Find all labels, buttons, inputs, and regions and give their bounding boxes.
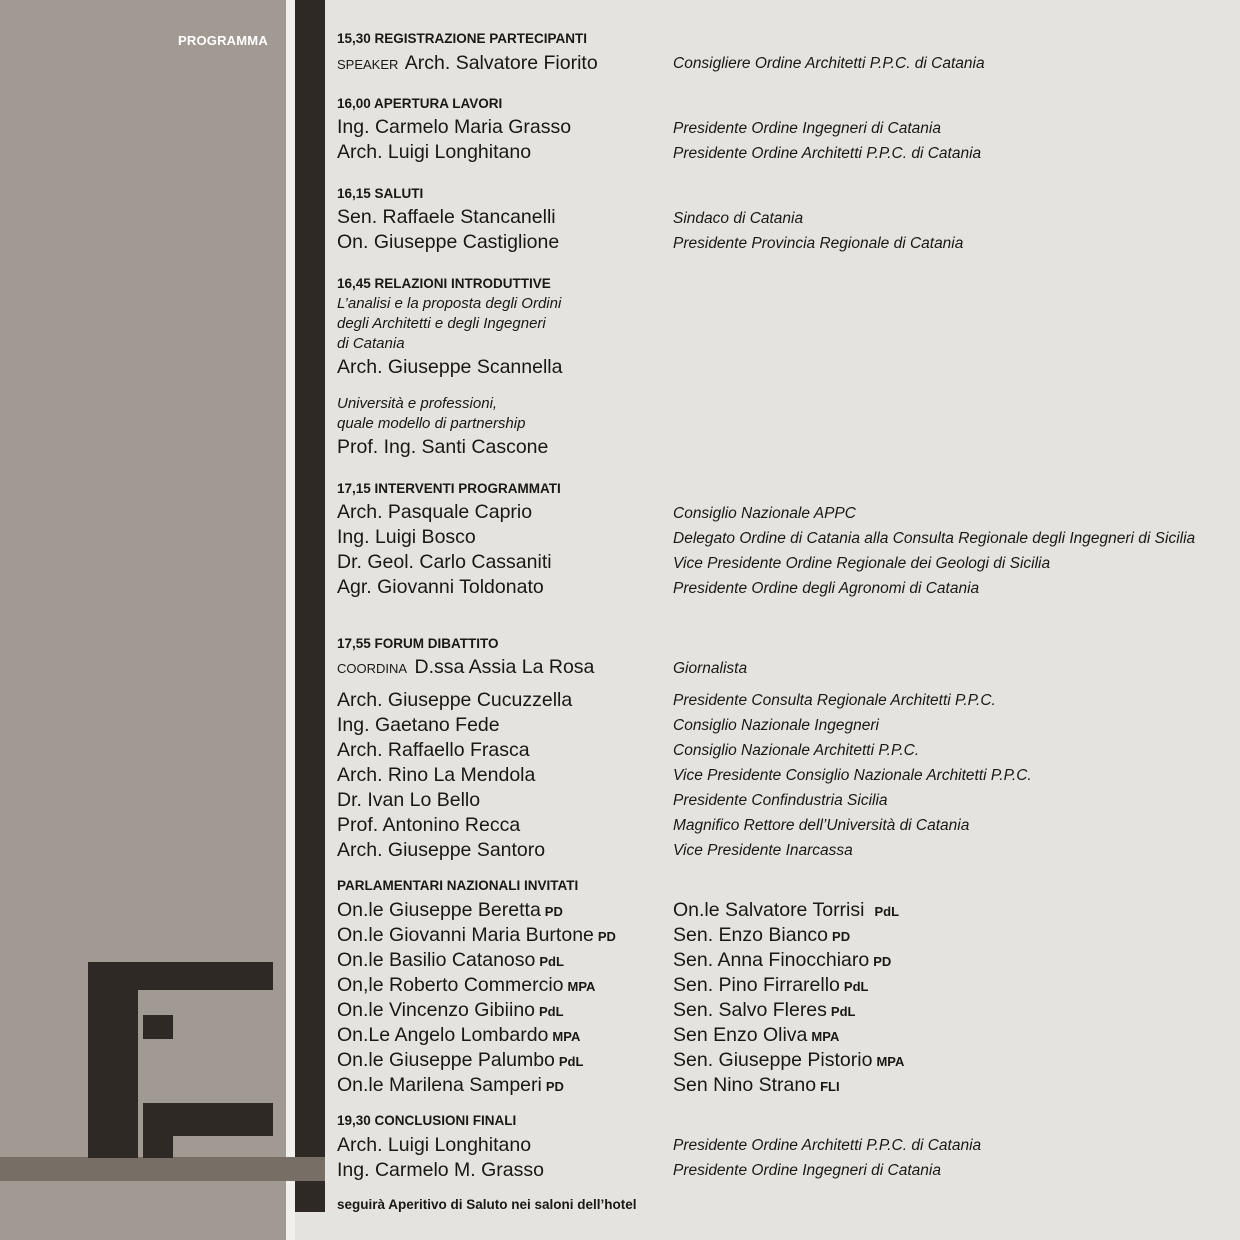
forum-name: Arch. Giuseppe Cucuzzella bbox=[337, 689, 573, 711]
parliament-member bbox=[673, 1024, 839, 1047]
party-badge: PdL bbox=[558, 1054, 584, 1069]
member-name: On.le Basilio Catanoso bbox=[337, 949, 536, 971]
parliament-member bbox=[337, 924, 616, 947]
vertical-bar bbox=[295, 0, 325, 1212]
member-name: Sen. Salvo Fleres bbox=[673, 999, 827, 1021]
final-name: Arch. Luigi Longhitano bbox=[337, 1134, 532, 1156]
forum-name: Ing. Gaetano Fede bbox=[337, 714, 500, 736]
final-role: Presidente Ordine Architetti P.P.C. di Catania bbox=[673, 1137, 982, 1154]
coordinator-label: COORDINA bbox=[337, 661, 408, 676]
speaker-name: Arch. Salvatore Fiorito bbox=[404, 52, 598, 74]
member-name: On.le Marilena Samperi bbox=[337, 1074, 542, 1096]
forum-role: Presidente Consulta Regionale Architetti P.P.C. bbox=[673, 692, 996, 709]
member-name: On,le Roberto Commercio bbox=[337, 974, 564, 996]
member-name: On.Le Angelo Lombardo bbox=[337, 1024, 549, 1046]
member-name: On.le Giuseppe Beretta bbox=[337, 899, 541, 921]
party-badge: PdL bbox=[874, 904, 900, 919]
forum-role: Presidente Confindustria Sicilia bbox=[673, 792, 888, 809]
parliament-member bbox=[337, 949, 564, 972]
member-name: On.le Salvatore Torrisi bbox=[673, 899, 865, 921]
speaker-role: Consigliere Ordine Architetti P.P.C. di Catania bbox=[673, 55, 985, 72]
party-badge: PD bbox=[544, 904, 563, 919]
coordinator-line bbox=[337, 656, 594, 679]
member-name: On.le Giuseppe Palumbo bbox=[337, 1049, 555, 1071]
opening-role: Presidente Ordine Architetti P.P.C. di Catania bbox=[673, 145, 982, 162]
forum-role: Vice Presidente Inarcassa bbox=[673, 842, 853, 859]
talk-name: Dr. Geol. Carlo Cassaniti bbox=[337, 551, 552, 573]
intro-speaker: Prof. Ing. Santi Cascone bbox=[337, 436, 549, 458]
forum-name: Arch. Raffaello Frasca bbox=[337, 739, 530, 761]
forum-name: Arch. Rino La Mendola bbox=[337, 764, 536, 786]
parliament-member bbox=[673, 974, 868, 997]
intro-speaker: Arch. Giuseppe Scannella bbox=[337, 356, 563, 378]
forum-role: Magnifico Rettore dell’Università di Catania bbox=[673, 817, 970, 834]
final-title: 19,30 CONCLUSIONI FINALI bbox=[337, 1113, 517, 1128]
section-label: PROGRAMMA bbox=[178, 33, 268, 48]
intro-topic-line: quale modello di partnership bbox=[337, 415, 526, 432]
talk-role: Delegato Ordine di Catania alla Consulta Regionale degli Ingegneri di Sicilia bbox=[673, 530, 1196, 547]
party-badge: PD bbox=[545, 1079, 564, 1094]
opening-title: 16,00 APERTURA LAVORI bbox=[337, 96, 503, 111]
intro-topic-line: L’analisi e la proposta degli Ordini bbox=[337, 295, 562, 312]
talk-role: Vice Presidente Ordine Regionale dei Geologi di Sicilia bbox=[673, 555, 1051, 572]
member-name: On.le Vincenzo Gibiino bbox=[337, 999, 536, 1021]
member-name: Sen. Pino Firrarello bbox=[673, 974, 840, 996]
parliament-member bbox=[337, 1049, 583, 1072]
party-badge: PD bbox=[832, 929, 851, 944]
greetings-name: Sen. Raffaele Stancanelli bbox=[337, 206, 556, 228]
party-badge: PdL bbox=[843, 979, 869, 994]
opening-name: Ing. Carmelo Maria Grasso bbox=[337, 116, 572, 138]
parliament-title: PARLAMENTARI NAZIONALI INVITATI bbox=[337, 878, 579, 893]
greetings-role: Sindaco di Catania bbox=[673, 210, 804, 227]
talk-role: Presidente Ordine degli Agronomi di Catania bbox=[673, 580, 980, 597]
opening-name: Arch. Luigi Longhitano bbox=[337, 141, 532, 163]
coordinator-role: Giornalista bbox=[673, 660, 748, 677]
divider-strip bbox=[286, 0, 295, 1240]
greetings-role: Presidente Provincia Regionale di Catania bbox=[673, 235, 964, 252]
coordinator-name: D.ssa Assia La Rosa bbox=[414, 656, 595, 678]
footer-note: seguirà Aperitivo di Saluto nei saloni dell’hotel bbox=[337, 1197, 637, 1212]
forum-role: Vice Presidente Consiglio Nazionale Architetti P.P.C. bbox=[673, 767, 1032, 784]
forum-role: Consiglio Nazionale Ingegneri bbox=[673, 717, 879, 734]
party-badge: FLI bbox=[820, 1079, 840, 1094]
final-name: Ing. Carmelo M. Grasso bbox=[337, 1159, 544, 1181]
member-name: On.le Giovanni Maria Burtone bbox=[337, 924, 594, 946]
party-badge: MPA bbox=[567, 979, 596, 994]
greetings-name: On. Giuseppe Castiglione bbox=[337, 231, 560, 253]
parliament-member bbox=[673, 999, 855, 1022]
intro-topic-line: di Catania bbox=[337, 335, 405, 352]
talk-name: Arch. Pasquale Caprio bbox=[337, 501, 533, 523]
member-name: Sen. Giuseppe Pistorio bbox=[673, 1049, 873, 1071]
forum-name: Arch. Giuseppe Santoro bbox=[337, 839, 546, 861]
party-badge: PdL bbox=[539, 1004, 564, 1019]
intro-title: 16,45 RELAZIONI INTRODUTTIVE bbox=[337, 276, 551, 291]
parliament-member bbox=[337, 999, 564, 1022]
party-badge: MPA bbox=[552, 1029, 581, 1044]
party-badge: PdL bbox=[830, 1004, 856, 1019]
ground-band bbox=[0, 1157, 325, 1181]
speaker-line bbox=[337, 52, 598, 75]
talks-title: 17,15 INTERVENTI PROGRAMMATI bbox=[337, 481, 561, 496]
member-name: Sen. Enzo Bianco bbox=[673, 924, 829, 946]
parliament-member bbox=[337, 974, 595, 997]
parliament-member bbox=[337, 899, 563, 922]
talk-name: Ing. Luigi Bosco bbox=[337, 526, 476, 548]
registration-title: 15,30 REGISTRAZIONE PARTECIPANTI bbox=[337, 31, 588, 46]
party-badge: MPA bbox=[876, 1054, 905, 1069]
parliament-member bbox=[673, 924, 850, 947]
greetings-title: 16,15 SALUTI bbox=[337, 186, 424, 201]
member-name: Sen Nino Strano bbox=[673, 1074, 817, 1096]
talk-name: Agr. Giovanni Toldonato bbox=[337, 576, 544, 598]
talk-role: Consiglio Nazionale APPC bbox=[673, 505, 856, 522]
parliament-member bbox=[673, 899, 899, 922]
parliament-member bbox=[673, 1074, 840, 1097]
intro-topic-line: Università e professioni, bbox=[337, 395, 498, 412]
forum-name: Prof. Antonino Recca bbox=[337, 814, 521, 836]
forum-role: Consiglio Nazionale Architetti P.P.C. bbox=[673, 742, 920, 759]
intro-topic-line: degli Architetti e degli Ingegneri bbox=[337, 315, 546, 332]
forum-title: 17,55 FORUM DIBATTITO bbox=[337, 636, 499, 651]
parliament-member bbox=[673, 1049, 904, 1072]
parliament-member bbox=[337, 1024, 580, 1047]
party-badge: PD bbox=[873, 954, 892, 969]
member-name: Sen. Anna Finocchiaro bbox=[673, 949, 870, 971]
parliament-member bbox=[673, 949, 891, 972]
speaker-label: SPEAKER bbox=[337, 57, 399, 72]
member-name: Sen Enzo Oliva bbox=[673, 1024, 808, 1046]
opening-role: Presidente Ordine Ingegneri di Catania bbox=[673, 120, 941, 137]
party-badge: MPA bbox=[811, 1029, 840, 1044]
parliament-member bbox=[337, 1074, 564, 1097]
forum-name: Dr. Ivan Lo Bello bbox=[337, 789, 481, 811]
left-panel bbox=[0, 0, 286, 1240]
party-badge: PdL bbox=[539, 954, 564, 969]
final-role: Presidente Ordine Ingegneri di Catania bbox=[673, 1162, 941, 1179]
party-badge: PD bbox=[597, 929, 616, 944]
